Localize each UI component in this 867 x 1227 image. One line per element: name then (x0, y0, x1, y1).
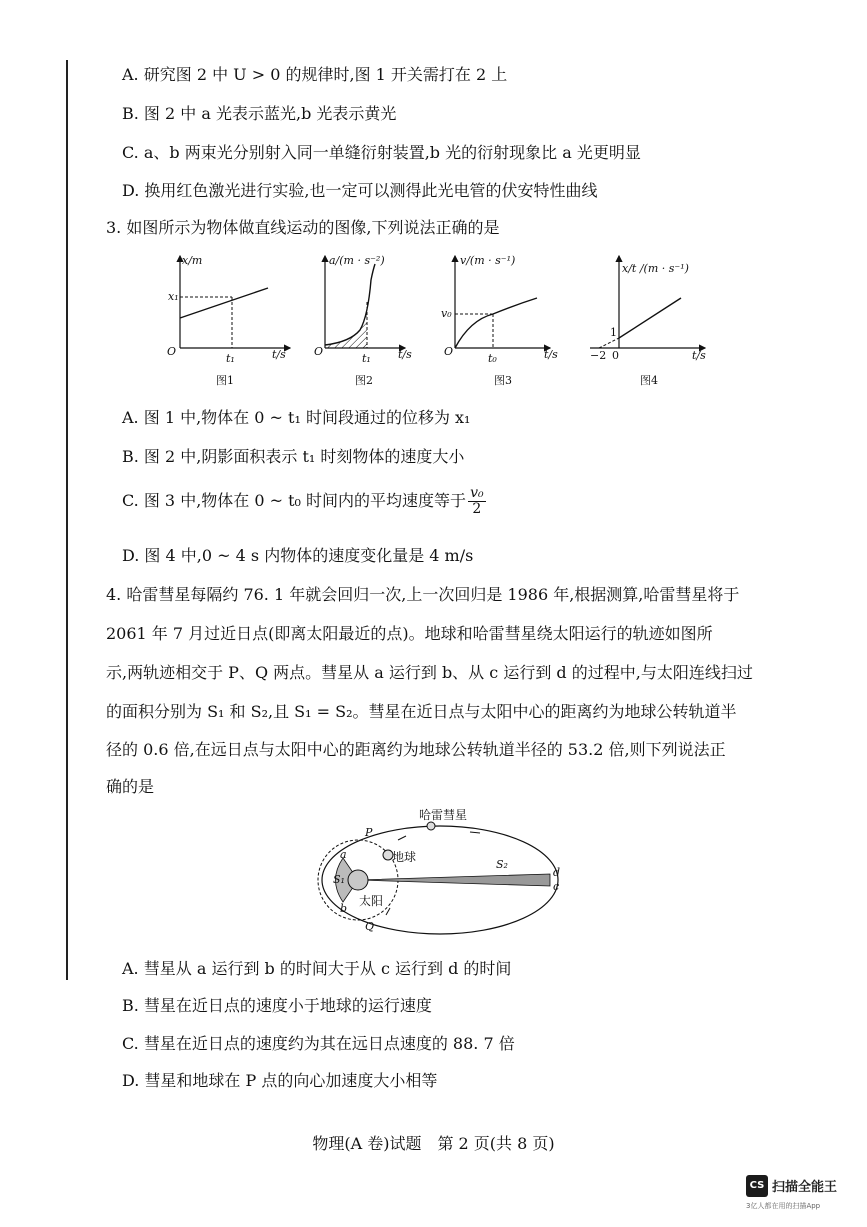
label-Q: Q (365, 920, 375, 933)
fig1-caption: 图1 (216, 374, 234, 387)
q4-line-6: 确的是 (106, 777, 155, 796)
label-b: b (340, 902, 348, 915)
q4-option-b: B. 彗星在近日点的速度小于地球的运行速度 (122, 996, 432, 1015)
q3-option-c (122, 486, 486, 517)
fig3-ylabel: v/(m · s⁻¹) (460, 254, 516, 267)
q3-option-a: A. 图 1 中,物体在 0 ~ t₁ 时间段通过的位移为 x₁ (122, 408, 471, 427)
q4-line-2: 2061 年 7 月过近日点(即离太阳最近的点)。地球和哈雷彗星绕太阳运行的轨迹如图所 (106, 624, 713, 643)
arrow-comet (470, 832, 480, 833)
option-a-prev: A. 研究图 2 中 U > 0 的规律时,图 1 开关需打在 2 上 (122, 65, 508, 84)
q4-option-a: A. 彗星从 a 运行到 b 的时间大于从 c 运行到 d 的时间 (122, 959, 512, 978)
fig4-origin: 0 (612, 349, 619, 362)
fig4-caption: 图4 (640, 374, 658, 387)
fig1-mark-y: x₁ (168, 290, 179, 303)
q3-option-d: D. 图 4 中,0 ~ 4 s 内物体的速度变化量是 4 m/s (122, 546, 474, 565)
fig2-mark-x: t₁ (362, 352, 371, 365)
label-sun: 太阳 (359, 894, 384, 908)
label-d: d (553, 866, 561, 879)
label-comet: 哈雷彗星 (419, 808, 468, 822)
q4-line-3: 示,两轨迹相交于 P、Q 两点。彗星从 a 运行到 b、从 c 运行到 d 的过程中,与太阳连线扫过 (106, 663, 753, 682)
fig4-mark-x: −2 (590, 349, 607, 362)
fraction (468, 486, 486, 517)
comet (427, 822, 435, 830)
label-a: a (340, 848, 347, 861)
fig1-ylabel: x/m (182, 254, 203, 267)
q3-option-c-text: C. 图 3 中,物体在 0 ~ t₀ 时间内的平均速度等于 (122, 491, 467, 510)
fig2-xlabel: t/s (398, 348, 412, 361)
fig3-xlabel: t/s (544, 348, 558, 361)
option-b-prev: B. 图 2 中 a 光表示蓝光,b 光表示黄光 (122, 104, 397, 123)
q3-figure-1 (160, 250, 310, 380)
option-c-prev: C. a、b 两束光分别射入同一单缝衍射装置,b 光的衍射现象比 a 光更明显 (122, 143, 641, 162)
sector-s2 (358, 874, 550, 886)
watermark-name: 扫描全能王 (772, 1180, 838, 1195)
fig3-mark-y: v₀ (441, 307, 452, 320)
fig1-xlabel: t/s (272, 348, 286, 361)
fig4-ylabel: x/t /(m · s⁻¹) (622, 262, 689, 275)
label-c: c (553, 880, 560, 893)
fig4-mark-y: 1 (610, 326, 617, 339)
q4-option-c: C. 彗星在近日点的速度约为其在远日点速度的 88. 7 倍 (122, 1034, 515, 1053)
fig1-origin: O (167, 345, 177, 358)
label-P: P (365, 826, 373, 839)
fraction-denominator: 2 (472, 501, 482, 517)
margin-rule (66, 60, 68, 980)
q4-line-1: 4. 哈雷彗星每隔约 76. 1 年就会回归一次,上一次回归是 1986 年,根据测算,哈雷彗星将于 (106, 585, 740, 604)
arrow-earth (398, 836, 406, 840)
q3-option-b: B. 图 2 中,阴影面积表示 t₁ 时刻物体的速度大小 (122, 447, 465, 466)
fig3-mark-x: t₀ (488, 352, 497, 365)
page-footer: 物理(A 卷)试题 第 2 页(共 8 页) (312, 1134, 555, 1153)
label-S1: S₁ (333, 873, 345, 886)
fig1-line (180, 288, 268, 318)
fig3-caption: 图3 (494, 374, 512, 387)
cs-logo-icon: CS (746, 1175, 768, 1197)
q4-line-5: 径的 0.6 倍,在远日点与太阳中心的距离约为地球公转轨道半径的 53.2 倍,则下列说法正 (106, 740, 726, 759)
q4-option-d: D. 彗星和地球在 P 点的向心加速度大小相等 (122, 1071, 438, 1090)
scanner-watermark (746, 1173, 858, 1217)
fig2-ylabel: a/(m · s⁻²) (329, 254, 385, 267)
fraction-numerator: v₀ (470, 485, 484, 501)
fig3-origin: O (444, 345, 454, 358)
fig4-xlabel: t/s (692, 349, 706, 362)
label-earth: 地球 (392, 850, 417, 864)
fig2-caption: 图2 (355, 374, 373, 387)
option-d-prev: D. 换用红色激光进行实验,也一定可以测得此光电管的伏安特性曲线 (122, 181, 598, 200)
sun (348, 870, 368, 890)
fig2-origin: O (314, 345, 324, 358)
fig1-mark-x: t₁ (226, 352, 235, 365)
watermark-sub: 3亿人都在用的扫描App (746, 1202, 821, 1210)
q4-line-4: 的面积分别为 S₁ 和 S₂,且 S₁ = S₂。彗星在近日点与太阳中心的距离约为地球公转轨道半 (106, 702, 737, 721)
arrow-lower (386, 908, 390, 915)
label-S2: S₂ (496, 858, 508, 871)
q3-stem: 3. 如图所示为物体做直线运动的图像,下列说法正确的是 (106, 218, 500, 237)
